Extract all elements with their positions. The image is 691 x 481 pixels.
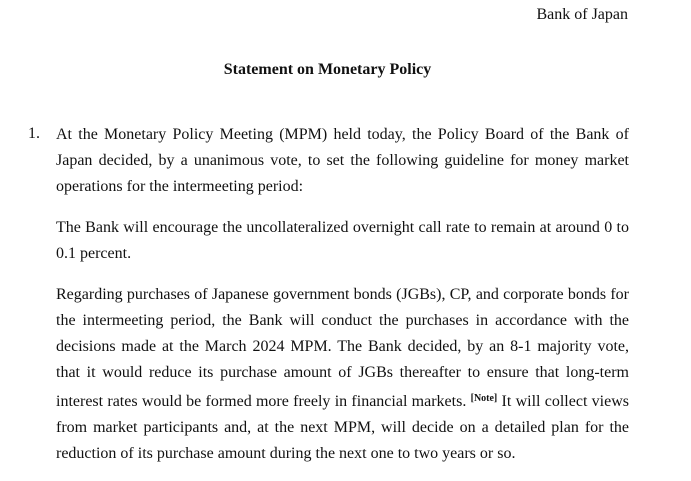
document-title: Statement on Monetary Policy [223, 61, 432, 78]
paragraph-guideline-decision: At the Monetary Policy Meeting (MPM) held today, the Policy Board of the Bank of Japan decided, by a unanimous vote, to set the following guideline for money market operations for the intermeeting period: [56, 126, 629, 195]
paragraph-call-rate: The Bank will encourage the uncollateralized overnight call rate to remain at around 0 to 0.1 percent. [56, 219, 629, 262]
note-reference[interactable]: [Note] [470, 393, 498, 404]
paragraph-jgb-purchases [56, 282, 629, 467]
item-number: 1. [28, 125, 40, 142]
paragraph-text-part2: It will collect views from market participants and, at the next MPM, will decide on a detailed plan for the reduction of its purchase amount during the next one to two years or so. [56, 393, 630, 462]
paragraph-text-part1: Regarding purchases of Japanese government bonds (JGBs), CP, and corporate bonds for the intermeeting period, the Bank will conduct the purchases in accordance with the decisions made at the March 2024 MPM. The Bank decided, by an 8-1 majority vote, that it would reduce its purchase amount of JGBs thereafter to ensure that long-term interest rates would be formed more freely in financial markets. [56, 286, 629, 410]
organization-name: Bank of Japan [536, 6, 628, 23]
